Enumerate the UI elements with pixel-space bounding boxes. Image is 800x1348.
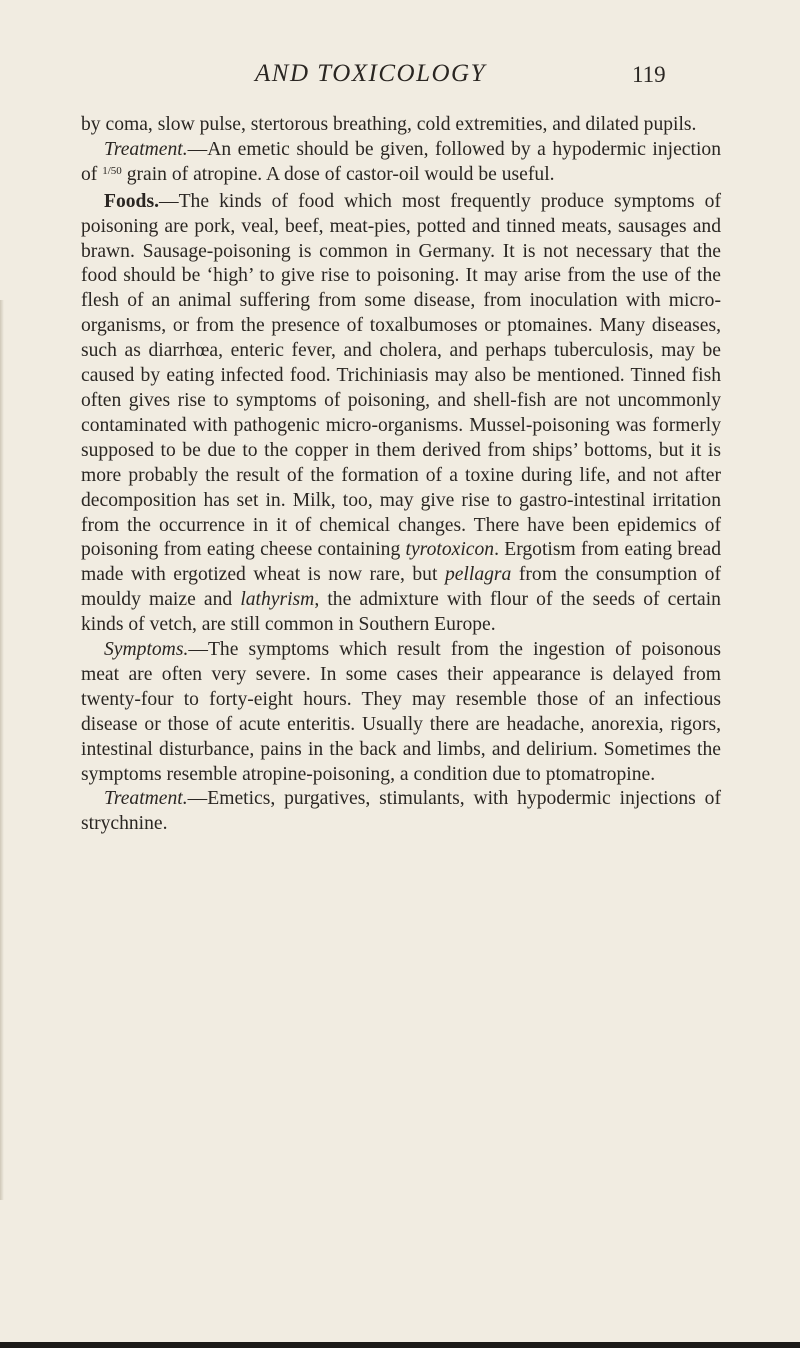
- paragraph-text: —An emetic should be given, followed by a hypodermic injection of: [81, 138, 721, 185]
- body-text: [81, 113, 721, 837]
- section-label: Treatment.: [104, 788, 188, 810]
- paragraph-text: from the consumption of mouldy maize and: [81, 564, 721, 611]
- term-pellagra: pellagra: [444, 564, 512, 586]
- fraction: 1/50: [102, 164, 122, 177]
- term-lathyrism: lathyrism: [240, 589, 315, 611]
- paragraph-text: by coma, slow pulse, stertorous breathing, cold extremities, and dilated pupils.: [81, 114, 697, 135]
- term-tyrotoxicon: tyrotoxicon: [405, 539, 495, 561]
- paragraph-text: , the admixture with flour of the seeds of certain kinds of vetch, are still common in Southern Europe.: [81, 589, 721, 636]
- section-label: Treatment.: [104, 138, 188, 160]
- section-label: Symptoms.: [104, 639, 189, 661]
- paragraph-text: . Ergotism from eating bread made with ergotized wheat is now rare, but: [81, 539, 722, 586]
- paragraph-text: grain of atropine. A dose of castor-oil would be useful.: [121, 163, 555, 185]
- page-edge-shadow: [0, 300, 4, 1200]
- paragraph-symptoms: [81, 638, 721, 787]
- paragraph-coma: [81, 113, 721, 138]
- page-header: [0, 60, 800, 100]
- page-number: 119: [632, 62, 666, 87]
- section-heading: Foods.: [104, 190, 159, 212]
- paragraph-treatment-emetics: [81, 787, 721, 837]
- paragraph-foods: [81, 190, 721, 638]
- paragraph-text: —The kinds of food which most frequently produce symptoms of poisoning are pork, veal, beef, meat-pies, potted and tinned meats, sausages and brawn. Sausage-poisoning is common in Germany. It is not necessary that the food should be ‘high’ to give rise to poisoning. It may arise from the use of the flesh of an animal suffering from some disease, from inoculation with micro-organisms, or from the presence of toxalbumoses or ptomaines. Many diseases, such as diarrhœa, enteric fever, and cholera, and perhaps tuberculosis, may be caused by eating infected food. Trichiniasis may also be mentioned. Tinned fish often gives rise to symptoms of poisoning, and shell-fish are not uncommonly contaminated with pathogenic micro-organisms. Mussel-poisoning was formerly supposed to be due to the copper in them derived from ships’ bottoms, but it is more probably the result of the formation of a toxine during life, and not after decomposition has set in. Milk, too, may give rise to gastro-intestinal irritation from the occurrence in it of chemical changes. There have been epidemics of poisoning from eating cheese containing: [81, 190, 721, 561]
- running-title: AND TOXICOLOGY: [255, 60, 486, 87]
- paragraph-treatment-atropine: [81, 138, 721, 190]
- bottom-edge: [0, 1342, 800, 1348]
- paragraph-text: —Emetics, purgatives, stimulants, with hypodermic injections of strychnine.: [81, 788, 721, 835]
- paragraph-text: —The symptoms which result from the ingestion of poisonous meat are often very severe. In some cases their appearance is delayed from twenty-four to forty-eight hours. They may resemble those of an infectious disease or those of acute enteritis. Usually there are headache, anorexia, rigors, intestinal disturbance, pains in the back and limbs, and delirium. Sometimes the symptoms resemble atropine-poisoning, a condition due to ptomatropine.: [81, 639, 721, 785]
